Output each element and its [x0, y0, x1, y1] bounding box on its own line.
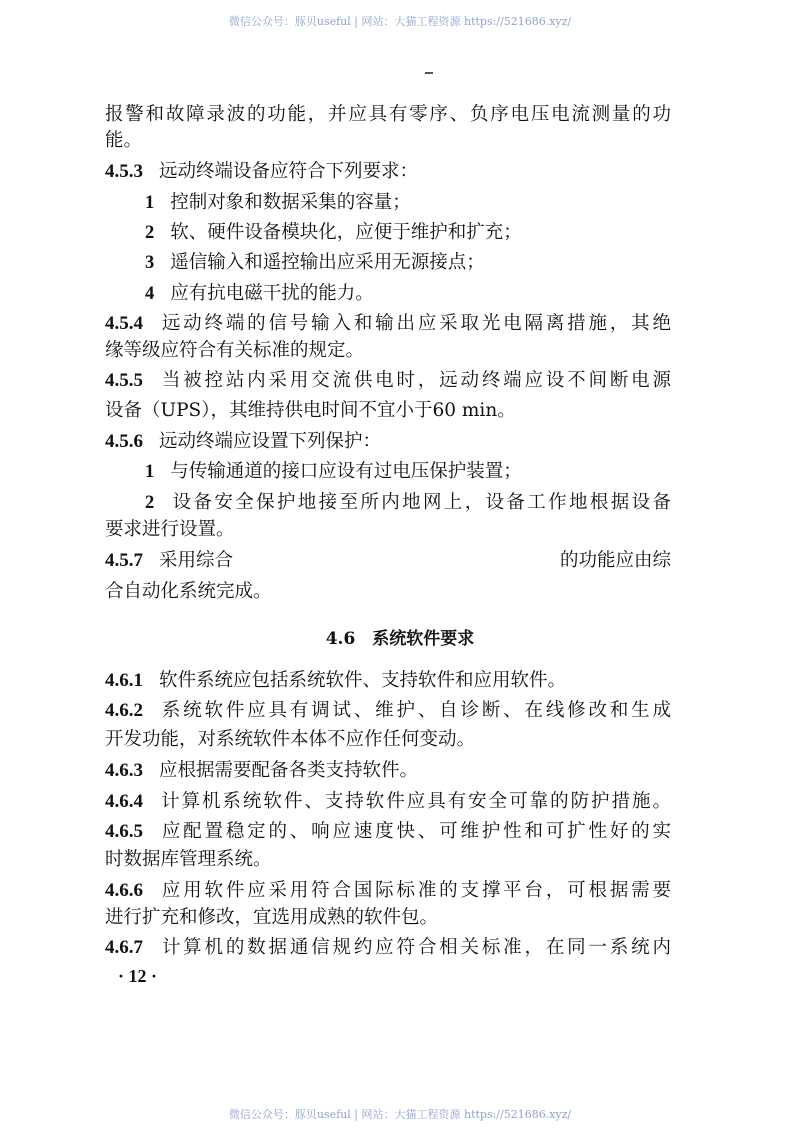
list-item [145, 460, 671, 484]
clause-text: 采用综合 [159, 550, 234, 571]
clause-text: 应用软件应采用符合国际标准的支撑平台，可根据需要 [159, 880, 671, 901]
text-line: 时数据库管理系统。 [105, 849, 272, 870]
clause-text: 远动终端设备应符合下列要求： [159, 161, 419, 182]
clause-number: 4.5.7 [105, 550, 143, 571]
clause-4-6-3 [105, 759, 671, 783]
clause-number: 4.6.6 [105, 880, 143, 901]
clause-number: 4.6.4 [105, 791, 143, 812]
clause-4-6-1 [105, 669, 671, 693]
clause-text: 计算机系统软件、支持软件应具有安全可靠的防护措施。 [159, 791, 671, 812]
clause-text: 系统软件应具有调试、维护、自诊断、在线修改和生成 [159, 700, 671, 721]
clause-number: 4.6.3 [105, 760, 143, 781]
clause-4-6-6 [105, 879, 671, 903]
text-line: 合自动化系统完成。 [105, 581, 272, 602]
page-number: · 12 · [118, 966, 158, 986]
watermark-top: 微信公众号：豚贝useful | 网站：大猫工程资源 https://521686.xyz/ [228, 15, 572, 28]
clause-number: 4.6.7 [105, 937, 143, 958]
clause-4-5-5 [105, 369, 671, 393]
clause-text: 计算机的数据通信规约应符合相关标准，在同一系统内 [159, 937, 671, 958]
list-item [145, 491, 671, 515]
clause-4-6-2 [105, 699, 671, 723]
list-item [145, 191, 671, 215]
clause-text: 远动终端的信号输入和输出应采取光电隔离措施，其绝 [159, 313, 671, 334]
clause-number: 4.6.2 [105, 700, 143, 721]
item-text: 与传输通道的接口应设有过电压保护装置； [170, 461, 522, 482]
text-line: 报警和故障录波的功能，并应具有零序、负序电压电流测量的功 [105, 104, 671, 125]
text-line: 要求进行设置。 [105, 519, 235, 540]
clause-4-5-4 [105, 312, 671, 336]
section-heading: 4.6 系统软件要求 [325, 629, 475, 649]
list-item [145, 221, 671, 245]
clause-text: 应根据需要配备各类支持软件。 [159, 760, 419, 781]
watermark-bottom: 微信公众号：豚贝useful | 网站：大猫工程资源 https://521686.xyz/ [228, 1108, 572, 1121]
clause-number: 4.5.5 [105, 370, 143, 391]
clause-4-5-3 [105, 160, 671, 184]
item-number: 2 [145, 223, 155, 243]
clause-text: 远动终端应设置下列保护： [159, 431, 382, 452]
text-line: 缘等级应符合有关标准的规定。 [105, 340, 365, 361]
clause-4-6-7 [105, 936, 671, 960]
clause-number: 4.6.5 [105, 821, 143, 842]
scan-mark [425, 72, 433, 74]
text-line: 开发功能，对系统软件本体不应作任何变动。 [105, 729, 476, 750]
text-line: 设备（UPS），其维持供电时间不宜小于60 min。 [105, 400, 516, 421]
text-line: 进行扩充和修改，宜选用成熟的软件包。 [105, 907, 439, 928]
clause-text: 当被控站内采用交流供电时，远动终端应设不间断电源 [159, 370, 671, 391]
clause-4-6-5 [105, 820, 671, 844]
list-item [145, 251, 671, 275]
item-text: 应有抗电磁干扰的能力。 [170, 283, 374, 304]
item-number: 1 [145, 462, 155, 482]
clause-number: 4.5.3 [105, 161, 143, 182]
clause-4-5-6 [105, 430, 671, 454]
item-text: 控制对象和数据采集的容量； [170, 192, 411, 213]
clause-4-6-4 [105, 790, 671, 814]
item-text: 遥信输入和遥控输出应采用无源接点； [170, 252, 485, 273]
item-number: 2 [145, 493, 155, 513]
item-number: 3 [145, 253, 155, 273]
clause-number: 4.5.4 [105, 313, 143, 334]
list-item [145, 282, 671, 306]
clause-number: 4.6.1 [105, 670, 143, 691]
item-number: 1 [145, 193, 155, 213]
item-number: 4 [145, 284, 155, 304]
clause-text: 软件系统应包括系统软件、支持软件和应用软件。 [159, 670, 567, 691]
clause-text: 应配置稳定的、响应速度快、可维护性和可扩性好的实 [159, 821, 671, 842]
clause-text-right: 的功能应由综 [559, 550, 671, 571]
text-line: 能。 [105, 130, 143, 151]
clause-number: 4.5.6 [105, 431, 143, 452]
item-text: 软、硬件设备模块化，应便于维护和扩充； [170, 222, 522, 243]
item-text: 设备安全保护地接至所内地网上，设备工作地根据设备 [170, 492, 671, 513]
